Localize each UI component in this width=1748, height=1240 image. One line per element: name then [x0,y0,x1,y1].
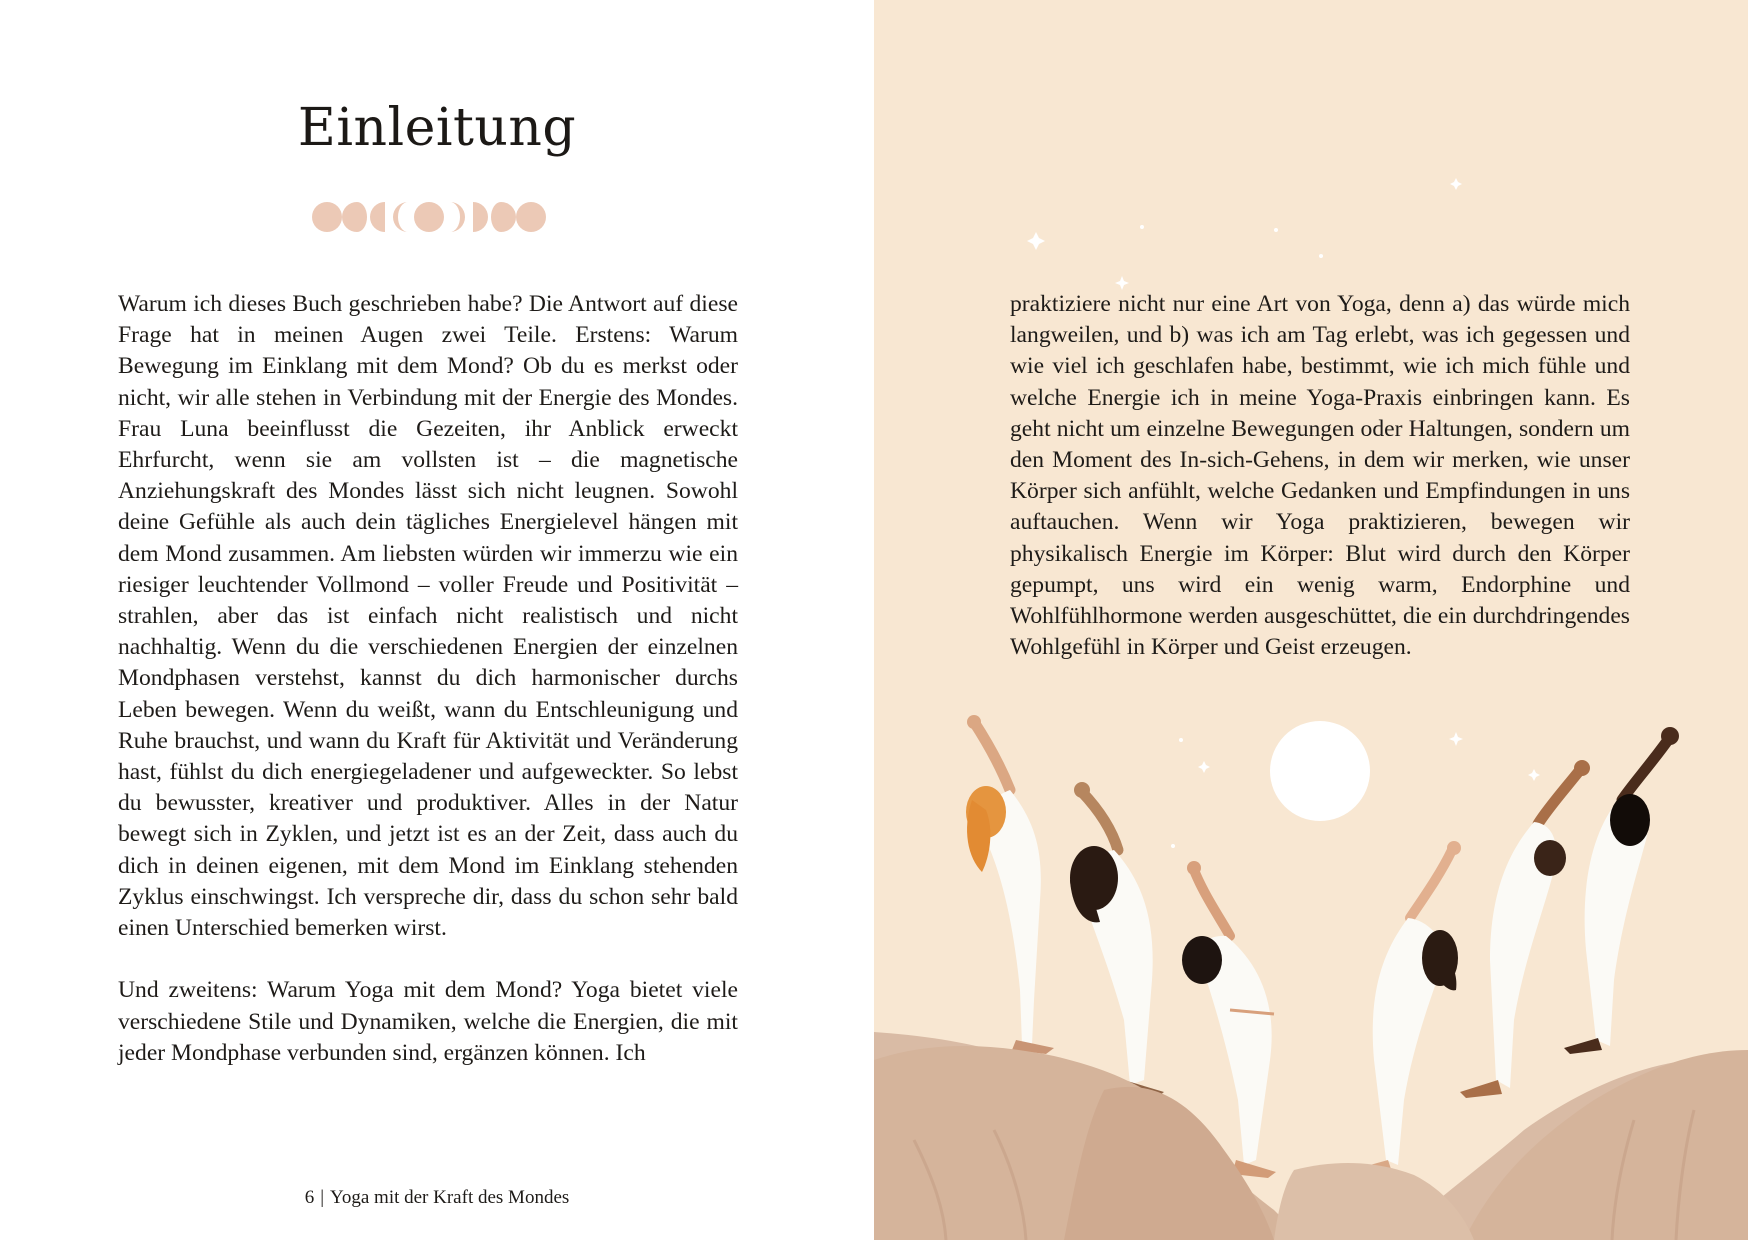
star-icon [1027,232,1045,250]
star-icon [1171,844,1175,848]
yoga-figure [966,715,1054,1054]
foreground-rocks [1274,1163,1474,1240]
waning-crescent-icon [393,202,408,232]
star-icon [1140,225,1144,229]
footer-separator: | [320,1187,325,1208]
body-text-left [118,289,738,1069]
full-moon-icon [516,202,546,232]
paragraph: praktiziere nicht nur eine Art von Yoga, denn a) das würde mich langweilen, und b) was ich am Tag erlebt, was ich gegessen und wie viel ich geschlafen habe, bestimmt, wie ich mich fühle und welche Energie ich in meine Yoga-Praxis einbringen kann. Es geht nicht um einzelne Bewegungen oder Haltungen, sondern um den Moment des In-sich-Gehens, in dem wir merken, wie unser Körper sich anfühlt, welche Gedanken und Empfindungen in uns auftauchen. Wenn wir Yoga praktizieren, bewegen wir physikalisch Energie im Körper: Blut wird durch den Körper gepumpt, uns wird ein wenig warm, Endorphine und Wohlfühlhormone werden ausgeschüttet, die ein durchdringendes Wohlgefühl in Körper und Geist erzeugen. [1010,291,1630,661]
star-icon [1450,178,1462,190]
new-moon-icon [414,202,444,232]
body-text-right [1010,289,1630,663]
first-quarter-icon [473,202,488,232]
star-icon [1115,276,1129,290]
yoga-figure [1070,782,1164,1098]
moon-icon [1270,721,1370,821]
waxing-gibbous-icon [491,202,516,232]
star-icon [1179,738,1183,742]
page-number: 6 [304,1187,315,1208]
last-quarter-icon [370,202,385,232]
full-moon-icon [312,202,342,232]
page-title: Einleitung [297,98,577,158]
running-title: Yoga mit der Kraft des Mondes [330,1187,570,1208]
star-icon [1449,732,1463,746]
right-page [874,0,1748,1240]
star-icon [1528,769,1540,781]
star-icon [1198,761,1210,773]
paragraph: Und zweitens: Warum Yoga mit dem Mond? Yoga bietet viele verschiedene Stile und Dynamiken, welche die Energien, die mit jeder Mondphase verbunden sind, ergänzen können. Ich [118,977,738,1066]
paragraph: Warum ich dieses Buch geschrieben habe? Die Antwort auf diese Frage hat in meinen Augen zwei Teile. Erstens: Warum Bewegung im Einklang mit dem Mond? Ob du es merkst oder nicht, wir alle stehen in Verbindung mit der Energie des Mondes. Frau Luna beeinflusst die Gezeiten, ihr Anblick erweckt Ehrfurcht, wenn sie am vollsten ist – die magnetische Anziehungskraft des Mondes lässt sich nicht leugnen. Sowohl deine Gefühle als auch dein tägliches Energielevel hängen mit dem Mond zusammen. Am liebsten würden wir immerzu wie ein riesiger leuchtender Vollmond – voller Freude und Positivität – strahlen, aber das ist einfach nicht realistisch und nicht nachhaltig. Wenn du die verschiedenen Energien der einzelnen Mondphasen verstehst, kannst du dich harmonischer durchs Leben bewegen. Wenn du weißt, wann du Entschleunigung und Ruhe brauchst, und wann du Kraft für Aktivität und Veränderung hast, fühlst du dich energiegeladener und aufgeweckter. So lebst du bewusster, kreativer und produktiver. Alles in der Natur bewegt sich in Zyklen, und jetzt ist es an der Zeit, dass auch du dich in deinen eigenen, mit dem Mond im Einklang stehenden Zyklus einschwingst. Ich verspreche dir, dass du schon sehr bald einen Unterschied bemerken wirst. [118,291,738,942]
yoga-figure [1352,841,1461,1176]
waning-gibbous-icon [342,202,367,232]
waxing-crescent-icon [450,202,465,232]
moon-phases-ornament [311,199,547,235]
star-icon [1319,254,1323,258]
star-icon [1274,228,1278,232]
page-footer [0,1187,874,1209]
